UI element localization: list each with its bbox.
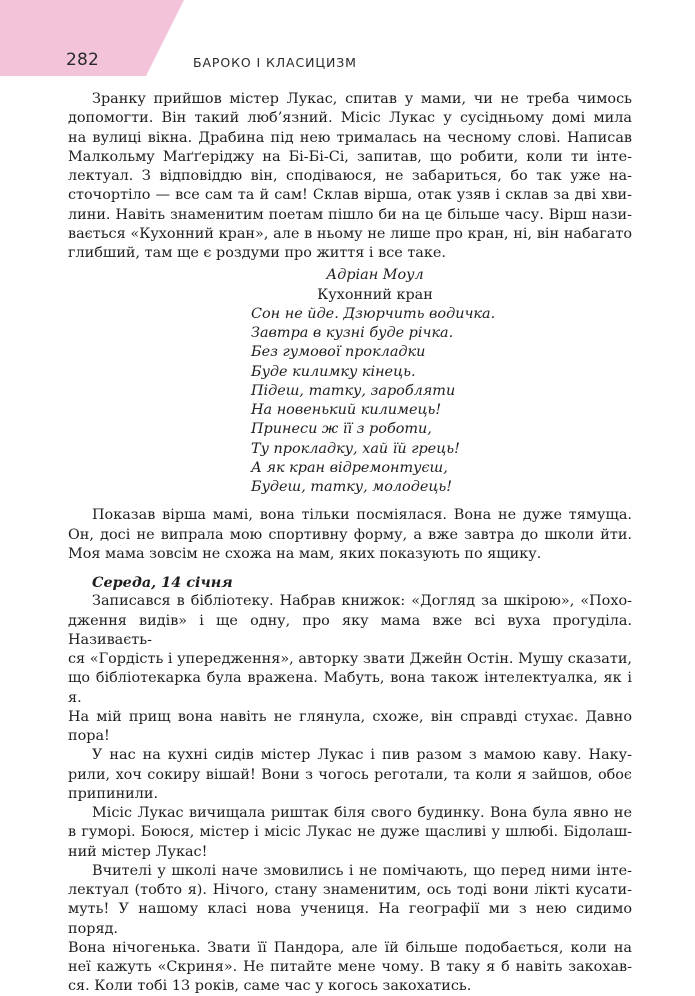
poem-line: Принеси ж її з роботи, [251,421,432,438]
diary-date-heading: Середа, 14 січня [92,574,233,591]
text-line: Вона нічогенька. Звати її Пандора, але їй більше подобається, коли на [68,939,632,956]
text-line: в гуморі. Боюся, містер і місіс Лукас не дуже щасливі у шлюбі. Бідолаш- [68,824,632,841]
text-line: ний містер Лукас! [68,843,208,860]
page-number: 282 [66,50,100,70]
poem-line: Без гумової прокладки [251,344,426,361]
text-line: ся. Коли тобі 13 років, саме час у когось закохатись. [68,978,472,995]
poem-line: Завтра в кузні буде річка. [251,325,454,341]
text-line: лектуал. З відповіддю він, сподіваюся, не забариться, бо так уже на- [68,168,632,184]
text-line: на вулиці вікна. Драбина під нею трималась на чесному слові. Написав [68,129,632,146]
spacer [68,497,632,506]
text-line: сточортіло — все сам та й сам! Склав вірша, отак узяв і склав за дві хви- [68,187,632,204]
poem-line: На новенький килимець! [251,402,442,418]
page-body [68,90,632,996]
poem-line: Буде килимку кінець. [251,363,416,380]
poem-line: Ту прокладку, хай їй грець! [251,440,460,457]
text-line: Он, досі не випрала мою спортивну форму, а вже завтра до школи йти. [68,526,632,543]
poem-block [251,266,496,497]
text-line: Показав вірша мамі, вона тільки посміялася. Вона не дуже тямуща. [92,507,632,524]
spacer [68,564,632,573]
poem-title: Кухонний кран [317,286,433,303]
text-line: допомогти. Він такий люб’язний. Місіс Лукас у сусідньому домі мила [68,110,632,127]
text-line: рили, хоч сокиру вішай! Вони з чогось реготали, та коли я зайшов, обоє [68,766,632,783]
text-line: Вчителі у школі наче змовились і не помічають, що перед ними інте- [92,862,632,879]
text-line: Зранку прийшов містер Лукас, спитав у мами, чи не треба чимось [92,91,632,107]
text-line: Місіс Лукас вичищала риштак біля свого будинку. Вона була явно не [92,805,632,821]
paragraph-1 [68,90,632,263]
text-line: Записався в бібліотеку. Набрав книжок: «Догляд за шкірою», «Похо- [92,593,632,610]
text-line: На мій прищ вона навіть не глянула, схоже, він справді стухає. Давно пора! [68,708,632,744]
paragraph-4 [68,746,632,804]
text-line: ся «Гордість і упередження», авторку звати Джейн Остін. Мушу сказати, [68,651,632,667]
text-line: муть! У нашому класі нова учениця. На географії ми з нею сидимо поряд. [68,901,632,937]
paragraph-6 [68,862,632,996]
poem-line: Підеш, татку, заробляти [251,382,456,399]
text-line: дження видів» і ще одну, про яку мама вже всі вуха прогуділа. Називаєть- [68,612,632,648]
text-line: Моя мама зовсім не схожа на мам, яких показують по ящику. [68,545,542,562]
poem-line: Будеш, татку, молодець! [251,479,453,495]
paragraph-2 [68,506,632,564]
poem-line: А як кран відремонтуєш, [251,459,448,476]
paragraph-3 [68,592,632,746]
text-line: лини. Навіть знаменитим поетам пішло би на це більше часу. Вірш нази- [68,206,632,223]
poem-line: Сон не йде. Дзюрчить водичка. [251,305,496,322]
text-line: що бібліотекарка була вражена. Мабуть, вона також інтелектуалка, як і я. [68,670,632,706]
text-line: У нас на кухні сидів містер Лукас і пив разом з мамою каву. Наку- [92,747,632,764]
text-line: припинили. [68,785,159,802]
text-line: лектуал (тобто я). Нічого, стану знаменитим, ось тоді вони лікті кусати- [68,882,632,898]
poem-author: Адріан Моул [326,267,424,284]
text-line: Малкольму Маґґеріджу на Бі-Бі-Сі, запитав, що робити, коли ти інте- [68,148,632,165]
paragraph-5 [68,804,632,862]
running-head: БАРОКО І КЛАСИЦИЗМ [193,55,357,70]
text-line: вається «Кухонний кран», але в ньому не лише про кран, ні, він набагато [68,225,632,242]
text-line: глибший, там ще є роздуми про життя і все таке. [68,245,446,261]
text-line: неї кажуть «Скриня». Не питайте мене чому. В таку я б навіть закохав- [68,959,632,975]
